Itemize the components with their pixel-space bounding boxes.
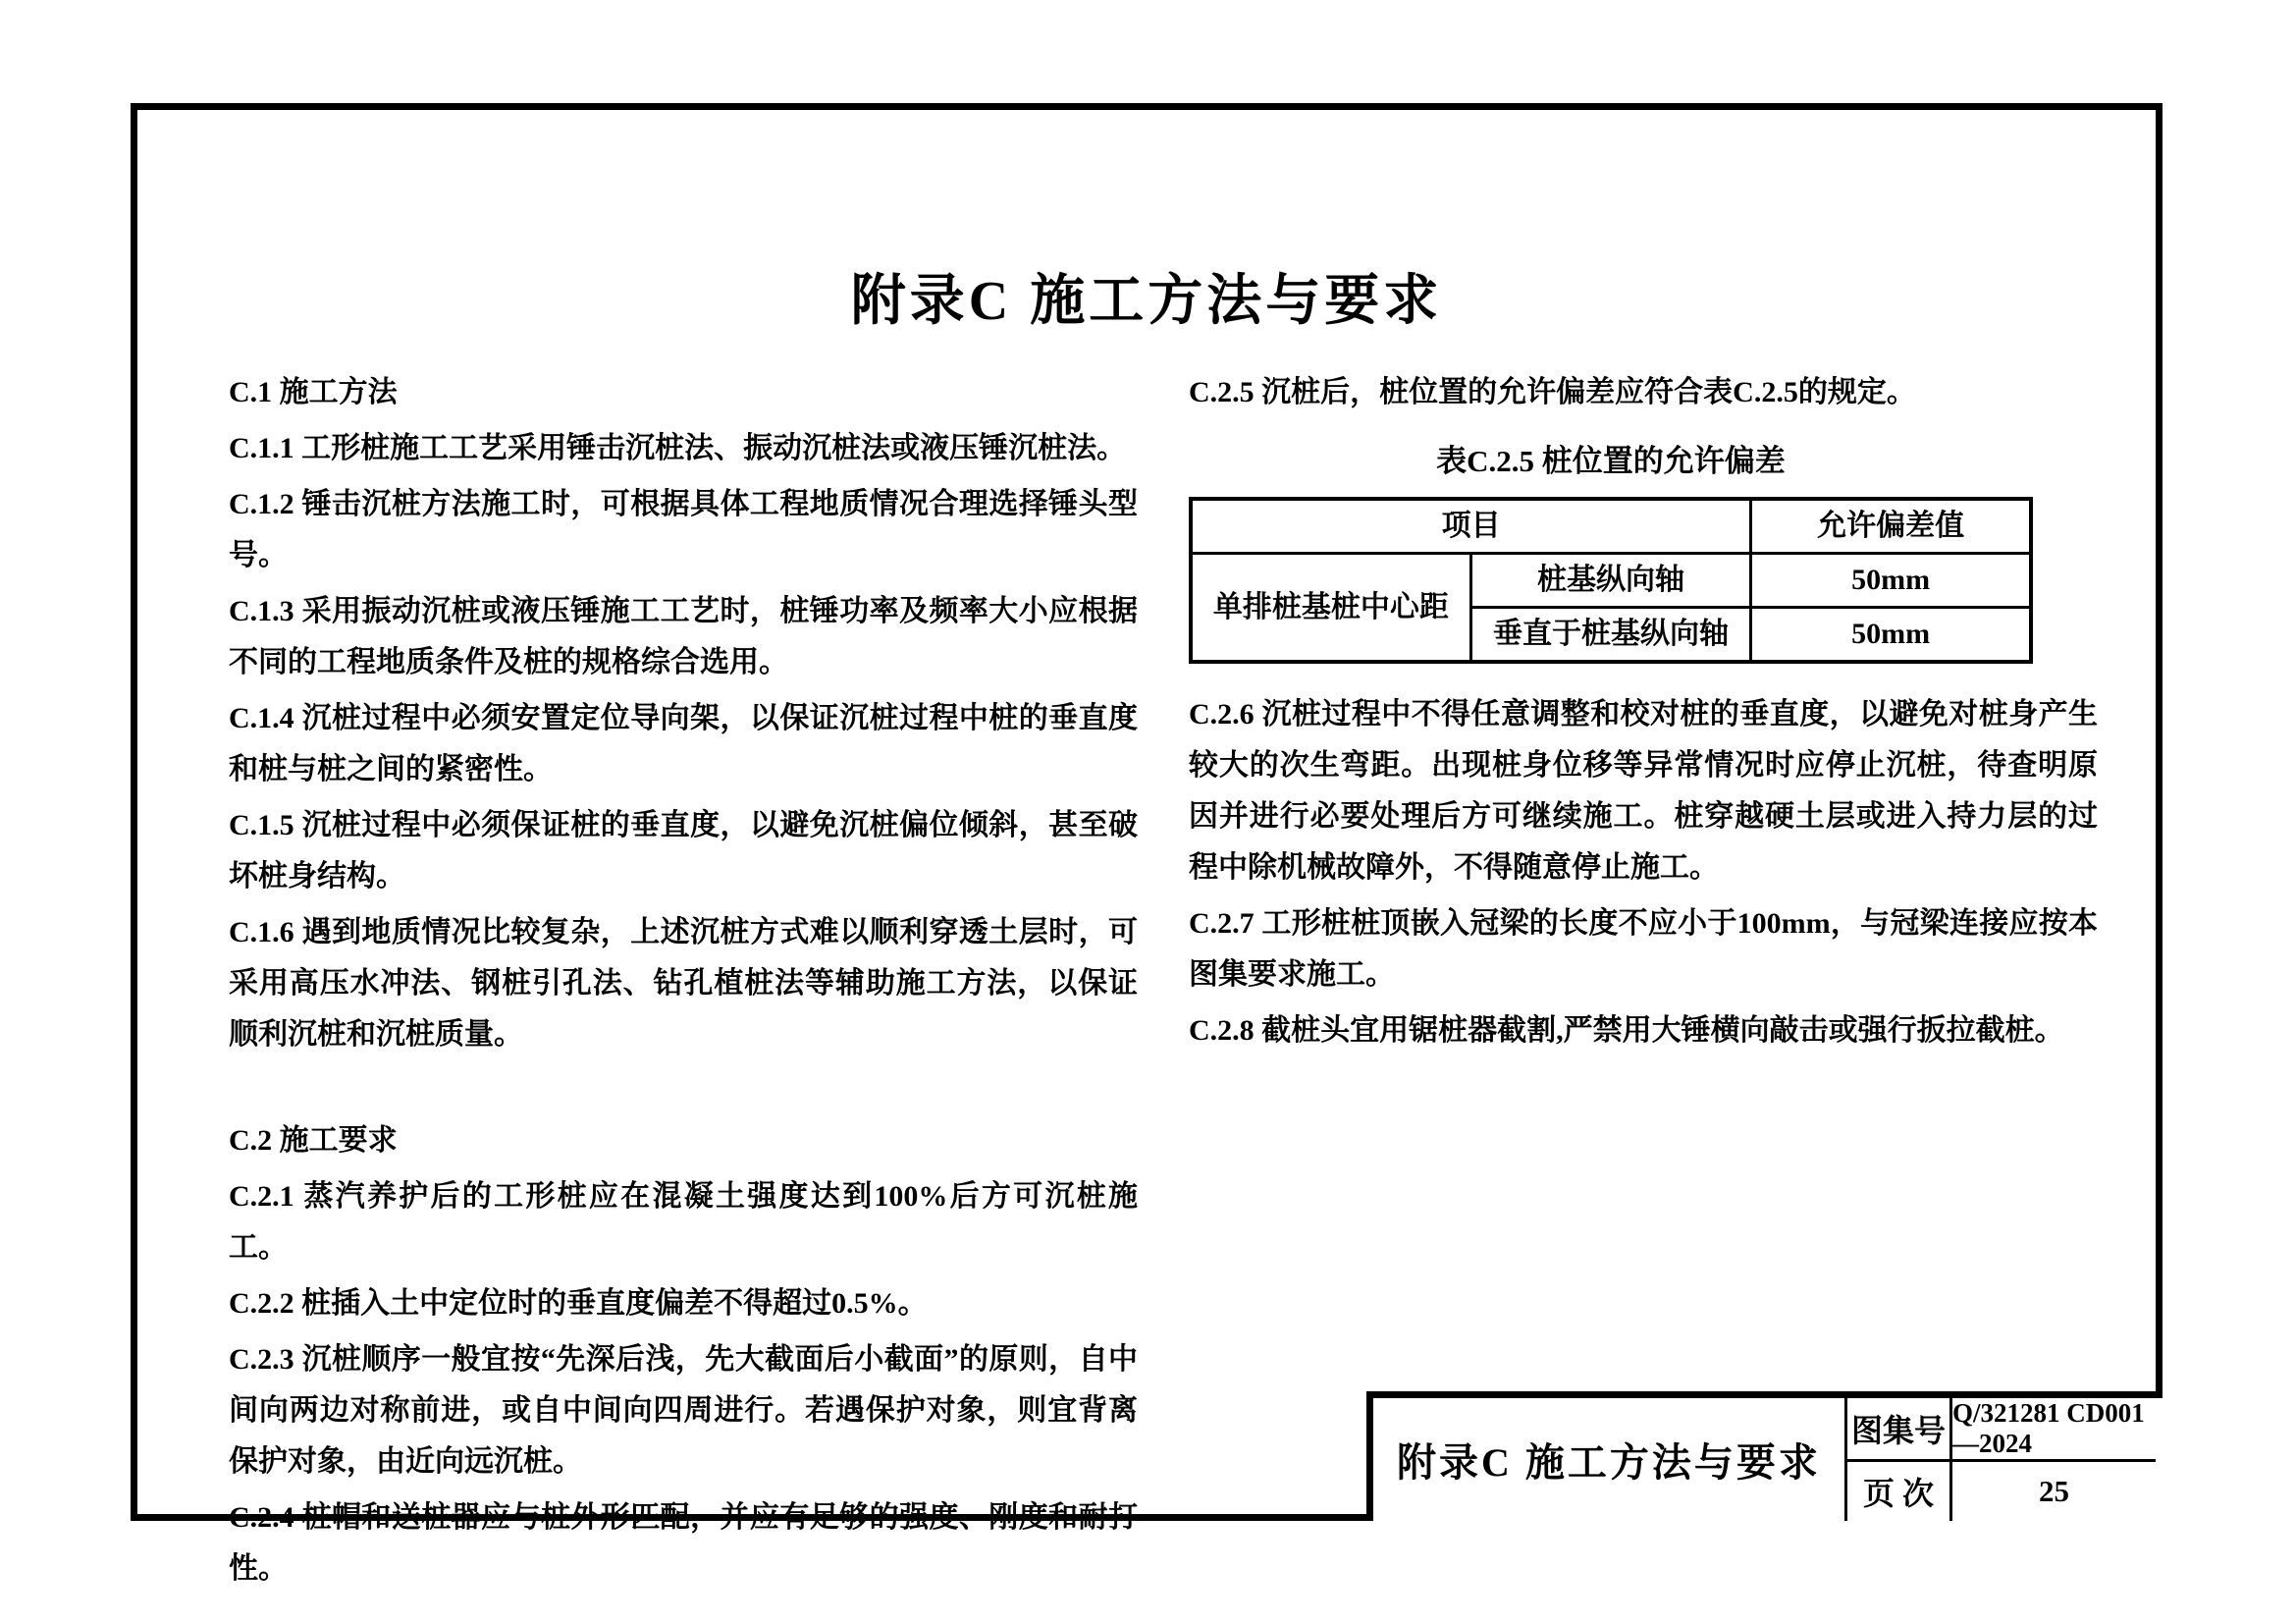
page-number-label: 页 次 [1844, 1462, 1952, 1521]
clause-c1-1: C.1.1 工形桩施工工艺采用锤击沉桩法、振动沉桩法或液压锤沉桩法。 [229, 432, 1127, 464]
clause-c2-5: C.2.5 沉桩后，桩位置的允许偏差应符合表C.2.5的规定。 [1189, 376, 1916, 408]
atlas-number-value: Q/321281 CD001—2024 [1952, 1398, 2156, 1462]
section-heading-c1: C.1 施工方法 [229, 376, 398, 408]
clause-c1-4: C.1.4 沉桩过程中必须安置定位导向架，以保证沉桩过程中桩的垂直度和桩与桩之间的紧密性。 [229, 702, 1138, 785]
table-cell-value: 50mm [1751, 554, 2031, 608]
table-cell-value: 50mm [1751, 608, 2031, 663]
clause-c2-2: C.2.2 桩插入土中定位时的垂直度偏差不得超过0.5%。 [229, 1287, 928, 1320]
table-cell-item: 垂直于桩基纵向轴 [1470, 608, 1750, 663]
clause-c2-3: C.2.3 沉桩顺序一般宜按“先深后浅，先大截面后小截面”的原则，自中间向两边对称前进，或自中间向四周进行。若遇保护对象，则宜背离保护对象，由近向远沉桩。 [229, 1343, 1138, 1478]
table-header-allowed-deviation: 允许偏差值 [1751, 499, 2031, 554]
clause-c2-8: C.2.8 截桩头宜用锯桩器截割,严禁用大锤横向敲击或强行扳拉截桩。 [1189, 1014, 2064, 1047]
right-column [1189, 367, 2098, 1061]
table-caption: 表C.2.5 桩位置的允许偏差 [1436, 444, 1786, 478]
clause-c1-6: C.1.6 遇到地质情况比较复杂，上述沉桩方式难以顺利穿透土层时，可采用高压水冲法、钢桩引孔法、钻孔植桩法等辅助施工方法，以保证顺利沉桩和沉桩质量。 [229, 916, 1138, 1051]
clause-c1-2: C.1.2 锤击沉桩方法施工时，可根据具体工程地质情况合理选择锤头型号。 [229, 488, 1138, 571]
atlas-number-label: 图集号 [1844, 1398, 1952, 1462]
clause-c2-4: C.2.4 桩帽和送桩器应与桩外形匹配，并应有足够的强度、刚度和耐打性。 [229, 1501, 1138, 1585]
section-heading-c2: C.2 施工要求 [229, 1124, 398, 1157]
table-header-item: 项目 [1191, 499, 1751, 554]
deviation-table [1189, 497, 2033, 664]
clause-c2-1: C.2.1 蒸汽养护后的工形桩应在混凝土强度达到100%后方可沉桩施工。 [229, 1180, 1138, 1264]
table-header-row [1191, 499, 2031, 554]
clause-c2-6: C.2.6 沉桩过程中不得任意调整和校对桩的垂直度，以避免对桩身产生较大的次生弯距。出现桩身位移等异常情况时应停止沉桩，待查明原因并进行必要处理后方可继续施工。桩穿越硬土层或进入持力层的过程中除机械故障外，不得随意停止施工。 [1189, 698, 2098, 884]
page-title: 附录C 施工方法与要求 [850, 271, 1443, 332]
clause-c1-3: C.1.3 采用振动沉桩或液压锤施工工艺时，桩锤功率及频率大小应根据不同的工程地质条件及桩的规格综合选用。 [229, 595, 1138, 678]
clause-c2-7: C.2.7 工形桩桩顶嵌入冠梁的长度不应小于100mm，与冠梁连接应按本图集要求施工。 [1189, 907, 2098, 991]
page-number-value: 25 [2039, 1474, 2069, 1508]
left-column [229, 367, 1138, 1599]
table-cell-item: 桩基纵向轴 [1470, 554, 1750, 608]
table-row [1191, 554, 2031, 608]
clause-c1-5: C.1.5 沉桩过程中必须保证桩的垂直度，以避免沉桩偏位倾斜，甚至破坏桩身结构。 [229, 809, 1138, 893]
table-cell-group: 单排桩基桩中心距 [1191, 554, 1470, 663]
title-block [1366, 1391, 2163, 1521]
title-block-appendix-title: 附录C 施工方法与要求 [1397, 1440, 1821, 1485]
